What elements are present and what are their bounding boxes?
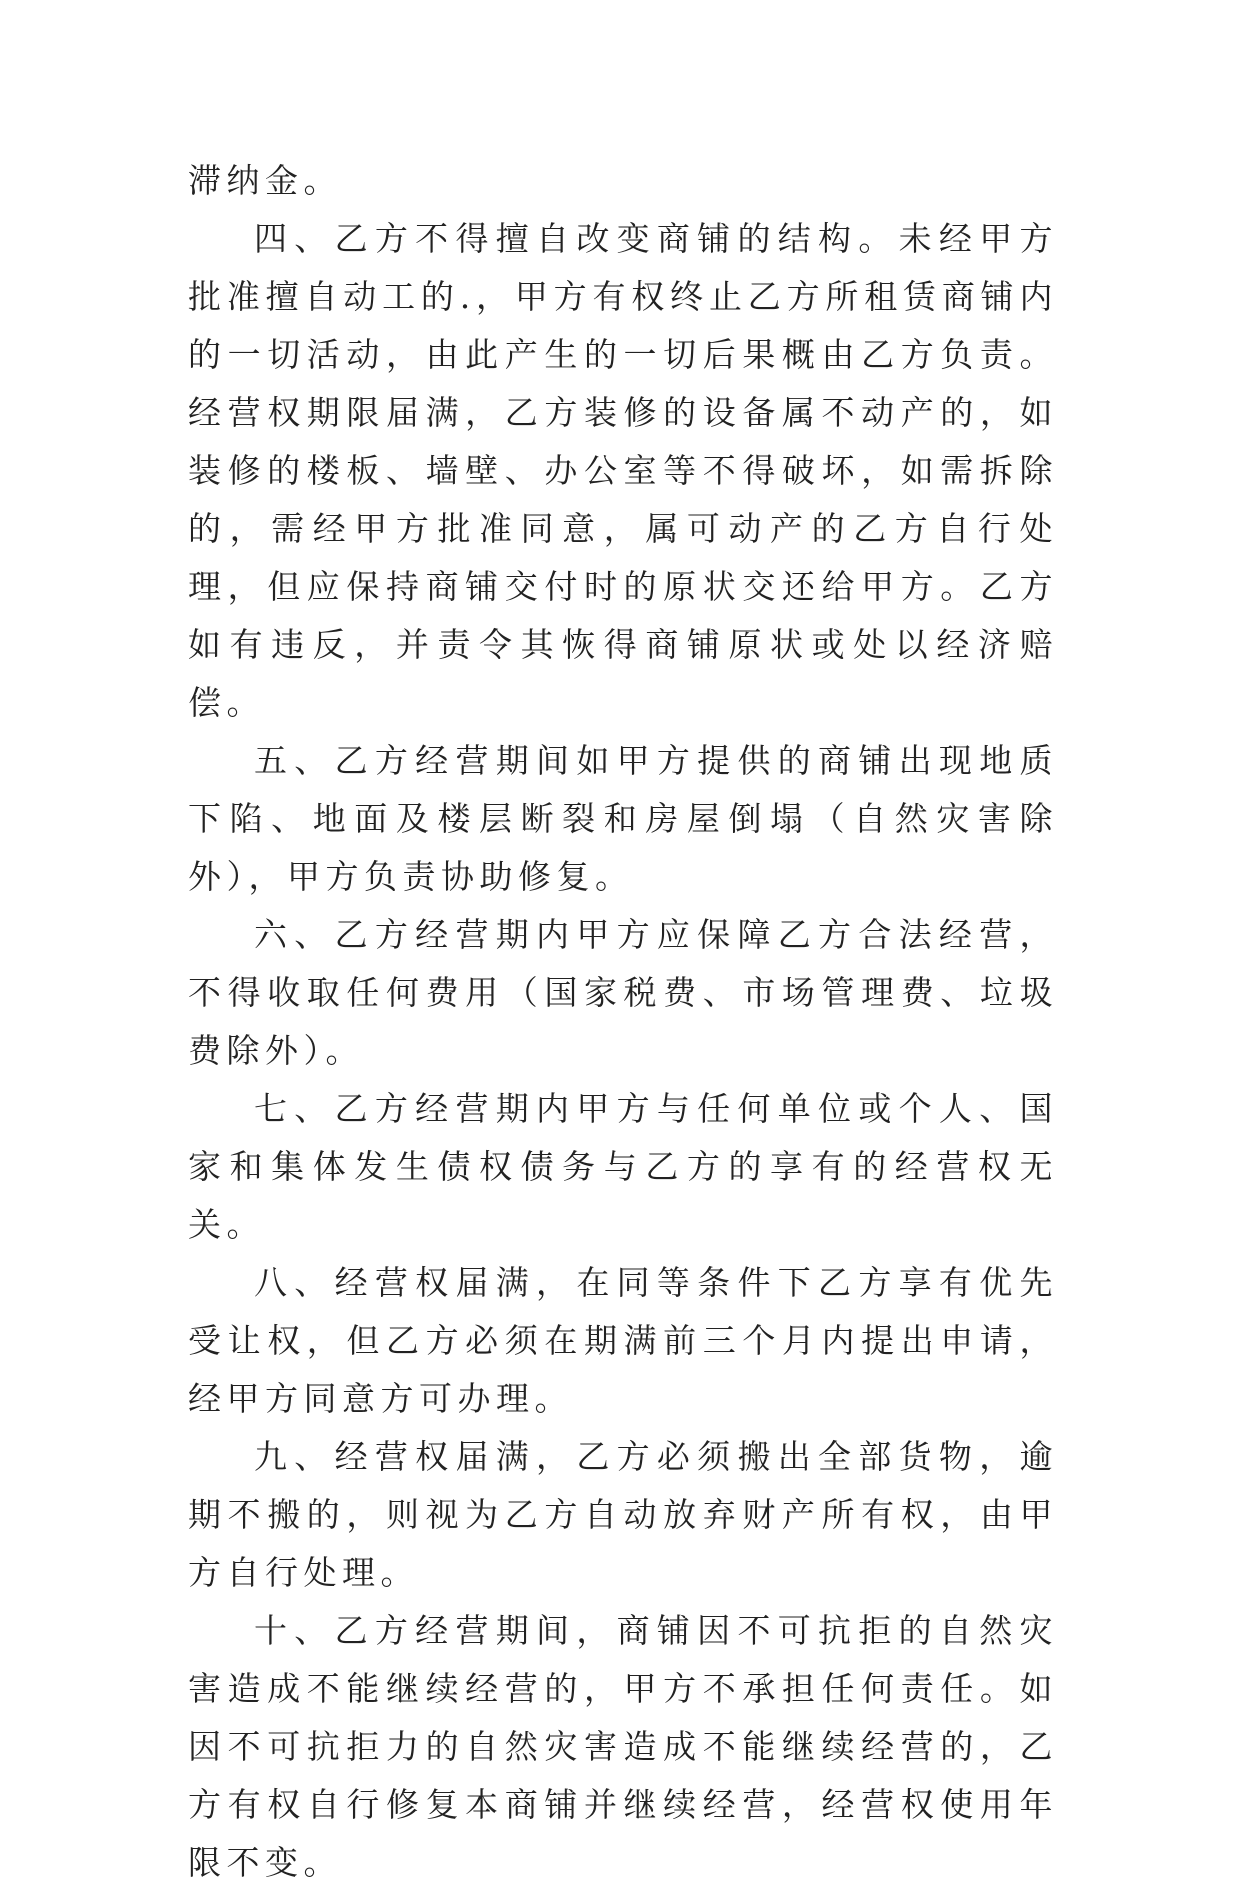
paragraph-clause-4: 四、乙方不得擅自改变商铺的结构。未经甲方批准擅自动工的.，甲方有权终止乙方所租赁商铺内的一切活动，由此产生的一切后果概由乙方负责。经营权期限届满，乙方装修的设备属不动产的，如装修的楼板、墙壁、办公室等不得破坏，如需拆除的，需经甲方批准同意，属可动产的乙方自行处理，但应保持商铺交付时的原状交还给甲方。乙方如有违反，并责令其恢得商铺原状或处以经济赔偿。 <box>188 219 1058 722</box>
paragraph-clause-8: 八、经营权届满，在同等条件下乙方享有优先受让权，但乙方必须在期满前三个月内提出申请，经甲方同意方可办理。 <box>188 1263 1058 1418</box>
paragraph-clause-6: 六、乙方经营期内甲方应保障乙方合法经营，不得收取任何费用（国家税费、市场管理费、垃圾费除外）。 <box>188 915 1058 1070</box>
paragraph-late-fee: 滞纳金。 <box>188 161 342 200</box>
paragraph-clause-5: 五、乙方经营期间如甲方提供的商铺出现地质下陷、地面及楼层断裂和房屋倒塌（自然灾害除外），甲方负责协助修复。 <box>188 741 1058 896</box>
document-body <box>188 152 1058 1892</box>
paragraph-clause-9: 九、经营权届满，乙方必须搬出全部货物，逾期不搬的，则视为乙方自动放弃财产所有权，由甲方自行处理。 <box>188 1437 1058 1592</box>
paragraph-clause-7: 七、乙方经营期内甲方与任何单位或个人、国家和集体发生债权债务与乙方的享有的经营权无关。 <box>188 1089 1058 1244</box>
paragraph-clause-10: 十、乙方经营期间，商铺因不可抗拒的自然灾害造成不能继续经营的，甲方不承担任何责任。如因不可抗拒力的自然灾害造成不能继续经营的，乙方有权自行修复本商铺并继续经营，经营权使用年限不变。 <box>188 1611 1058 1882</box>
